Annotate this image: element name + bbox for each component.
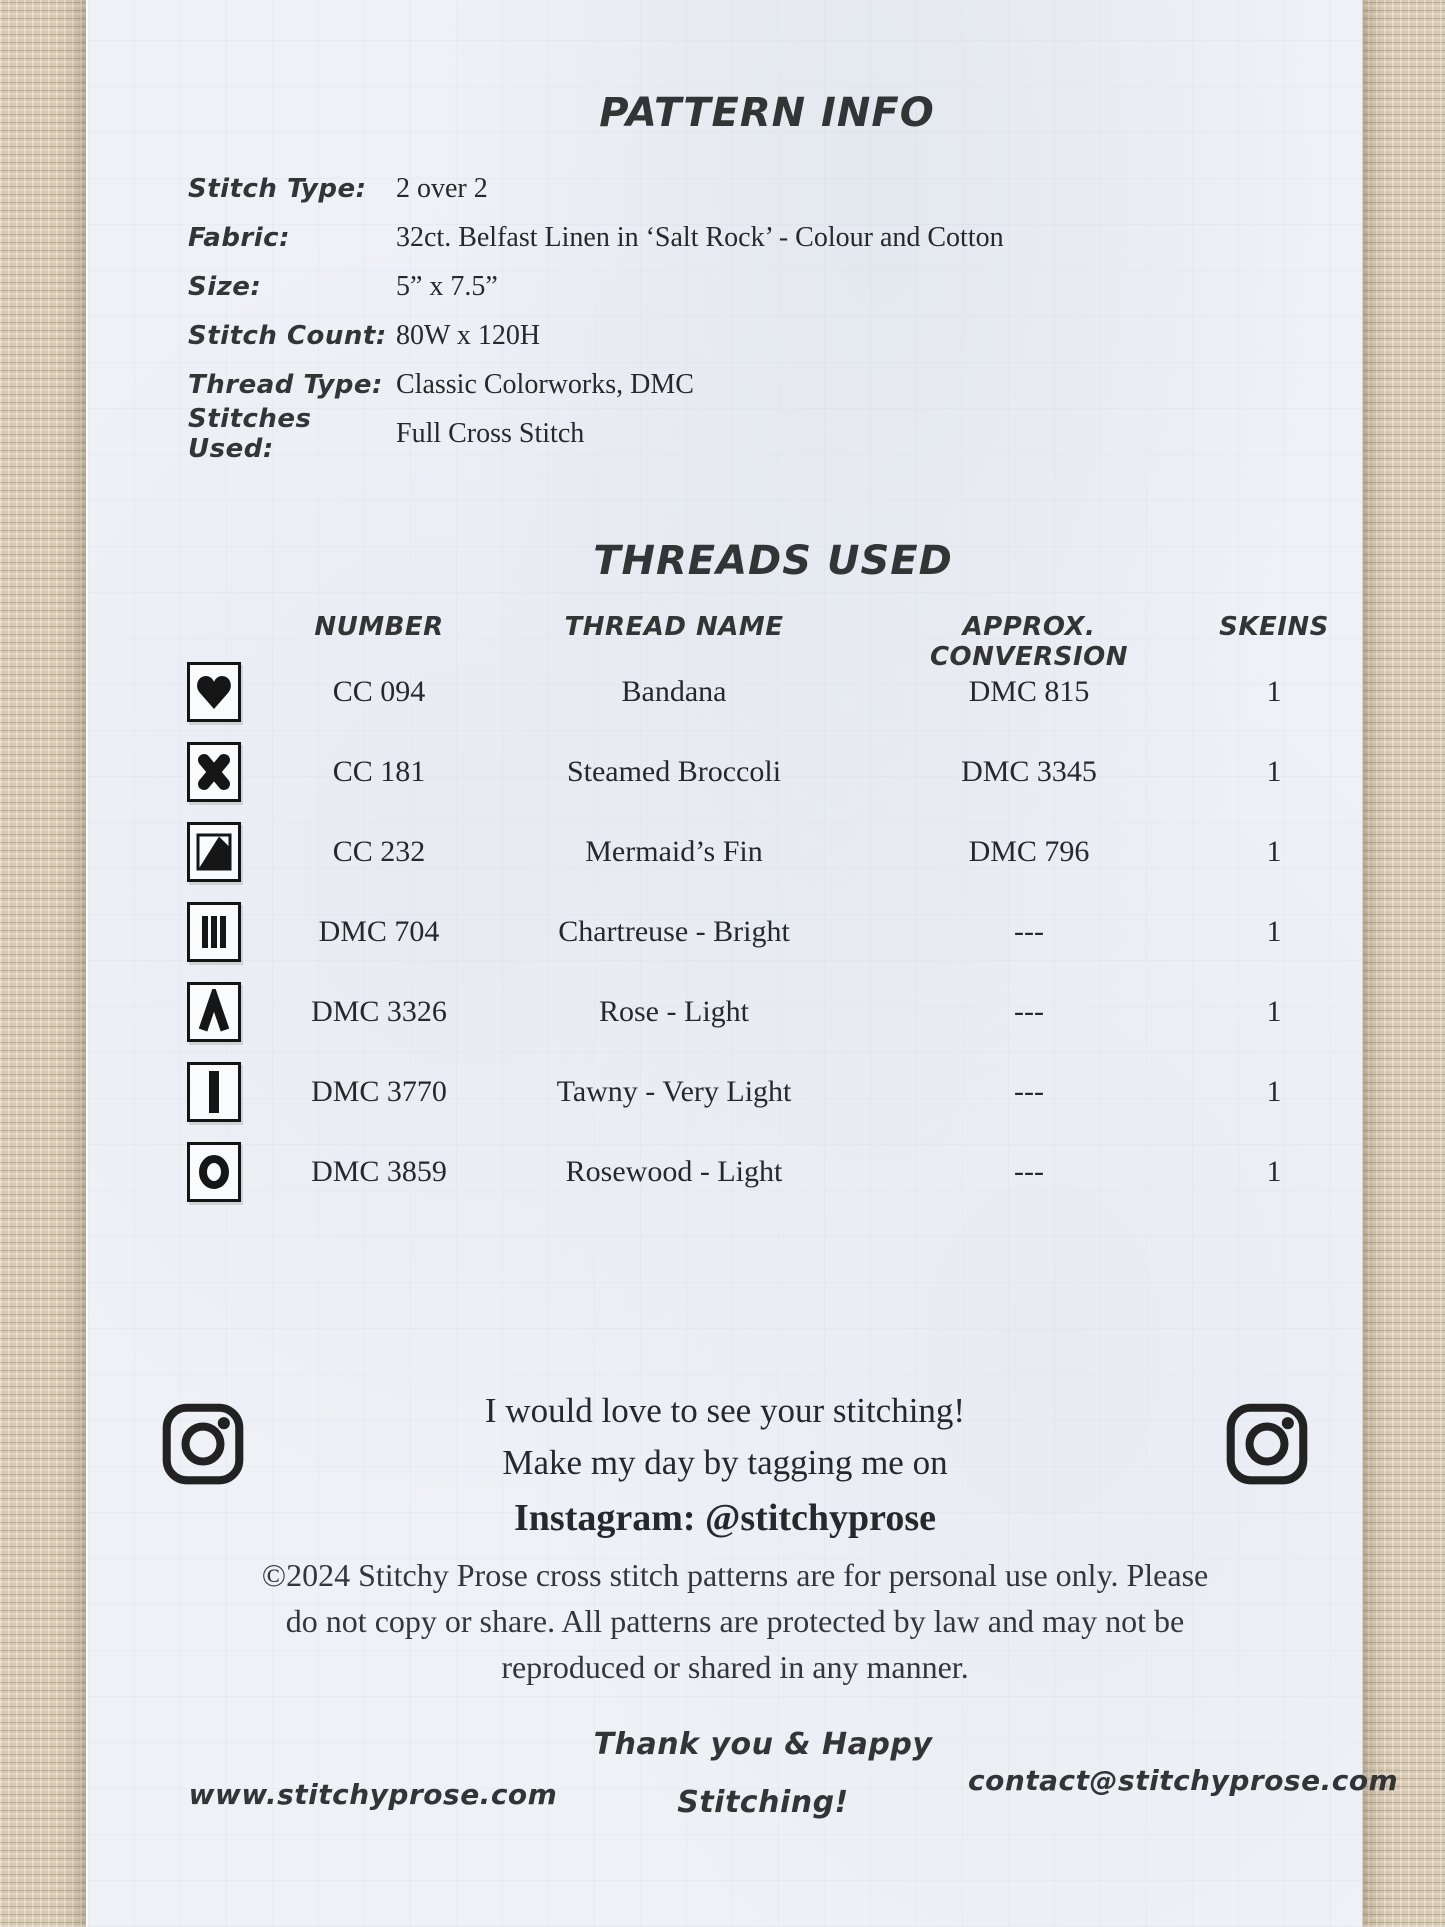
info-row [188,311,1342,360]
info-row [188,164,1342,213]
caret-symbol-icon [187,982,241,1042]
instagram-icon [1224,1401,1310,1487]
skeins-column-header: SKEINS [1219,612,1329,642]
copyright-line-2: do not copy or share. All patterns are protected by law and may not be [285,1603,1185,1639]
thread-conversion: DMC 3345 [961,755,1097,788]
copyright-line-1: ©2024 Stitchy Prose cross stitch patterns are for personal use only. Please [261,1557,1209,1593]
info-value: 80W x 120H [396,319,541,351]
triple-bars-symbol-icon [187,902,241,962]
thread-name: Rose - Light [599,995,749,1028]
info-value: Full Cross Stitch [396,417,585,449]
thread-number: DMC 3326 [311,995,447,1028]
pattern-info-list [188,164,1342,464]
thread-conversion: --- [1014,1155,1044,1188]
instagram-icon [160,1401,246,1487]
thread-skeins: 1 [1266,1075,1282,1108]
info-label: Size: [188,271,262,302]
thread-skeins: 1 [1266,995,1282,1028]
info-row [188,262,1342,311]
cross-x-symbol-icon [187,742,241,802]
info-row [188,403,1342,464]
contact-email: contact@stitchyprose.com [968,1764,1399,1797]
thread-row [154,652,1354,732]
thread-number: DMC 704 [318,915,440,948]
thread-skeins: 1 [1266,755,1282,788]
thread-row [154,1052,1354,1132]
thread-name: Steamed Broccoli [566,755,782,788]
thank-you-note [568,1716,958,1832]
thread-number: CC 232 [332,835,426,868]
thread-name: Tawny - Very Light [556,1075,792,1108]
thread-row [154,732,1354,812]
info-value: Classic Colorworks, DMC [396,368,694,400]
social-message [263,1385,1187,1547]
thread-number: DMC 3859 [311,1155,447,1188]
thread-number: CC 094 [332,675,426,708]
threads-table-body [154,652,1354,1212]
thread-name-column-header: THREAD NAME [564,612,784,642]
info-label: Stitch Type: [188,173,367,204]
threads-used-title: THREADS USED [593,538,953,584]
info-value: 2 over 2 [396,172,488,204]
copyright-line-3: reproduced or shared in any manner. [501,1649,969,1685]
copyright-notice [118,1552,1352,1690]
thread-skeins: 1 [1266,835,1282,868]
social-line-2: Make my day by tagging me on [502,1443,948,1482]
conversion-column-header: APPROX. CONVERSION [929,612,1129,672]
thread-row [154,1132,1354,1212]
thread-name: Rosewood - Light [565,1155,783,1188]
info-label: Stitch Count: [188,320,387,351]
thread-name: Bandana [621,675,727,708]
info-value: 5” x 7.5” [396,270,498,302]
social-callout [88,1385,1362,1575]
social-line-1: I would love to see your stitching! [484,1391,966,1430]
thread-name: Chartreuse - Bright [558,915,790,948]
heart-symbol-icon [187,662,241,722]
thank-you-line-2: Stitching! [677,1785,849,1820]
circle-ring-symbol-icon [187,1142,241,1202]
vertical-bar-symbol-icon [187,1062,241,1122]
thread-conversion: --- [1014,1075,1044,1108]
info-label: Stitches Used: [188,403,312,464]
thread-number: CC 181 [332,755,426,788]
thread-row [154,812,1354,892]
thread-conversion: DMC 815 [968,675,1090,708]
thread-number: DMC 3770 [311,1075,447,1108]
thread-skeins: 1 [1266,1155,1282,1188]
thread-row [154,892,1354,972]
thank-you-line-1: Thank you & Happy [593,1727,933,1762]
website-url: www.stitchyprose.com [188,1778,558,1811]
thread-conversion: --- [1014,995,1044,1028]
info-label: Thread Type: [188,369,383,400]
pattern-info-title: PATTERN INFO [599,90,935,136]
thread-conversion: --- [1014,915,1044,948]
thread-skeins: 1 [1266,675,1282,708]
thread-conversion: DMC 796 [968,835,1090,868]
info-label: Fabric: [188,222,290,253]
info-row [188,360,1342,409]
info-row [188,213,1342,262]
pattern-page [86,0,1399,1927]
instagram-handle: Instagram: @stitchyprose [513,1497,936,1539]
info-value: 32ct. Belfast Linen in ‘Salt Rock’ - Colour and Cotton [396,221,1004,253]
thread-row [154,972,1354,1052]
thread-name: Mermaid’s Fin [585,835,763,868]
half-square-diagonal-symbol-icon [187,822,241,882]
thread-skeins: 1 [1266,915,1282,948]
number-column-header: NUMBER [314,612,444,642]
